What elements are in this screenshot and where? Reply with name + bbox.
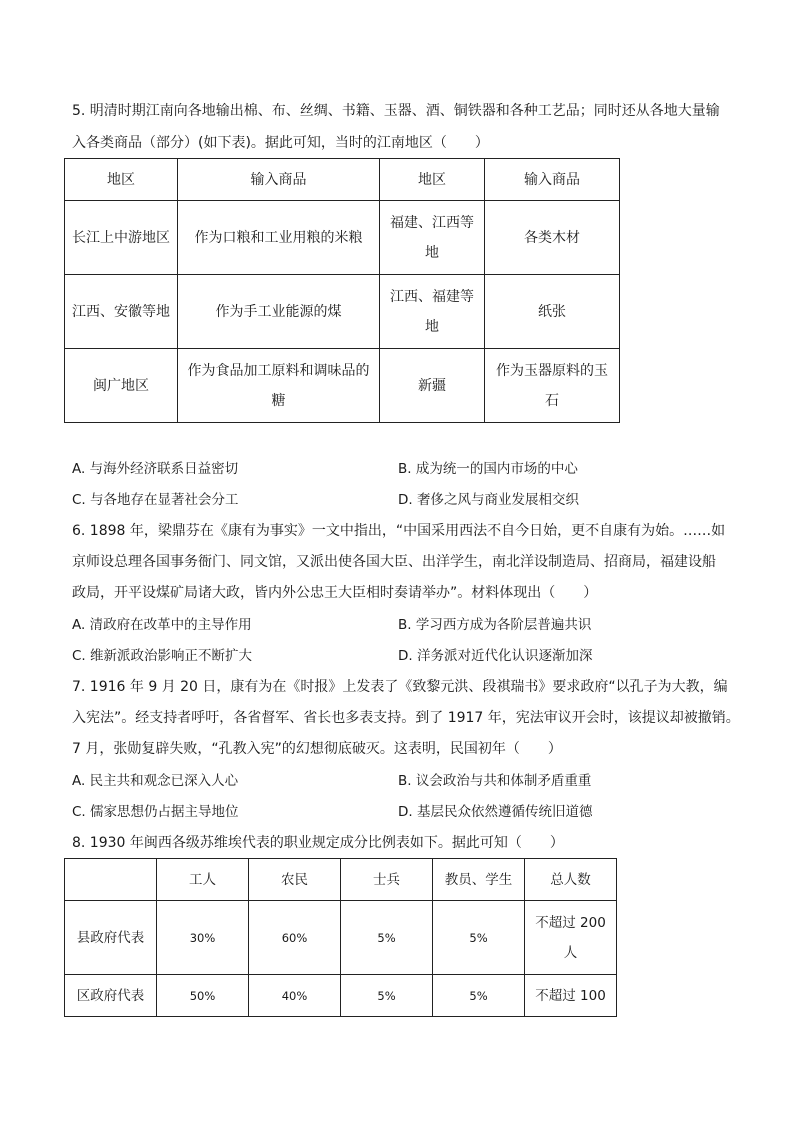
q8-header-peasants: 农民 — [249, 859, 341, 901]
q6-option-a[interactable]: A. 清政府在改革中的主导作用 — [72, 617, 252, 633]
q5-header-region: 地区 — [380, 159, 485, 201]
q5-table — [64, 158, 620, 423]
q8-header-soldiers: 士兵 — [341, 859, 433, 901]
q5-header-goods: 输入商品 — [178, 159, 380, 201]
q5-option-b[interactable]: B. 成为统一的国内市场的中心 — [398, 461, 578, 477]
table-cell: 50% — [157, 975, 249, 1017]
q7-stem-line3: 7 月，张勋复辟失败，“孔教入宪”的幻想彻底破灭。这表明，民国初年（ ） — [72, 741, 562, 757]
q6-option-d[interactable]: D. 洋务派对近代化认识逐渐加深 — [398, 648, 593, 664]
table-cell: 5% — [341, 901, 433, 975]
q7-option-a[interactable]: A. 民主共和观念已深入人心 — [72, 773, 239, 789]
q6-option-c[interactable]: C. 维新派政治影响正不断扩大 — [72, 648, 253, 664]
table-cell: 60% — [249, 901, 341, 975]
q5-option-c[interactable]: C. 与各地存在显著社会分工 — [72, 492, 239, 508]
table-cell: 不超过 200 人 — [525, 901, 617, 975]
q5-header-region: 地区 — [65, 159, 178, 201]
table-cell: 江西、福建等地 — [380, 275, 485, 349]
table-cell: 福建、江西等地 — [380, 201, 485, 275]
q8-header-total: 总人数 — [525, 859, 617, 901]
q8-header-teachers-students: 教员、学生 — [433, 859, 525, 901]
table-cell: 新疆 — [380, 349, 485, 423]
table-cell: 长江上中游地区 — [65, 201, 178, 275]
q6-option-b[interactable]: B. 学习西方成为各阶层普遍共识 — [398, 617, 592, 633]
q5-option-d[interactable]: D. 奢侈之风与商业发展相交织 — [398, 492, 579, 508]
q5-stem-line1: 5. 明清时期江南向各地输出棉、布、丝绸、书籍、玉器、酒、铜铁器和各种工艺品；同时还从各地大量输 — [72, 103, 720, 119]
q5-stem-line2: 入各类商品（部分）(如下表)。据此可知，当时的江南地区（ ） — [72, 135, 489, 151]
q5-option-a[interactable]: A. 与海外经济联系日益密切 — [72, 461, 239, 477]
table-cell: 5% — [433, 975, 525, 1017]
q7-option-b[interactable]: B. 议会政治与共和体制矛盾重重 — [398, 773, 592, 789]
q7-option-d[interactable]: D. 基层民众依然遵循传统旧道德 — [398, 804, 593, 820]
table-cell: 作为玉器原料的玉石 — [485, 349, 620, 423]
q7-stem-line2: 入宪法”。经支持者呼吁，各省督军、省长也多表支持。到了 1917 年，宪法审议开会时，该提议却被撤销。 — [72, 710, 740, 726]
table-cell: 江西、安徽等地 — [65, 275, 178, 349]
q6-stem-line3: 政局，开平设煤矿局诸大政，皆内外公忠王大臣相时奏请举办”。材料体现出（ ） — [72, 585, 598, 601]
table-cell: 闽广地区 — [65, 349, 178, 423]
q8-stem-line1: 8. 1930 年闽西各级苏维埃代表的职业规定成分比例表如下。据此可知（ ） — [72, 835, 564, 851]
q8-table — [64, 858, 617, 1017]
q8-header-workers: 工人 — [157, 859, 249, 901]
q8-header-empty — [65, 859, 157, 901]
table-cell: 作为口粮和工业用粮的米粮 — [178, 201, 380, 275]
table-row-label: 县政府代表 — [65, 901, 157, 975]
table-cell: 各类木材 — [485, 201, 620, 275]
q7-option-c[interactable]: C. 儒家思想仍占据主导地位 — [72, 804, 239, 820]
table-cell: 5% — [341, 975, 433, 1017]
q7-stem-line1: 7. 1916 年 9 月 20 日，康有为在《时报》上发表了《致黎元洪、段祺瑞书》要求政府“以孔子为大教，编 — [72, 679, 728, 695]
table-cell: 40% — [249, 975, 341, 1017]
table-cell: 作为手工业能源的煤 — [178, 275, 380, 349]
table-cell: 作为食品加工原料和调味品的糖 — [178, 349, 380, 423]
table-cell: 30% — [157, 901, 249, 975]
table-row-label: 区政府代表 — [65, 975, 157, 1017]
table-cell: 5% — [433, 901, 525, 975]
q6-stem-line2: 京师设总理各国事务衙门、同文馆，又派出使各国大臣、出洋学生，南北洋设制造局、招商局，福建设船 — [72, 554, 716, 570]
q6-stem-line1: 6. 1898 年，梁鼎芬在《康有为事实》一文中指出，“中国采用西法不自今日始，更不自康有为始。……如 — [72, 523, 726, 539]
table-cell: 纸张 — [485, 275, 620, 349]
table-cell: 不超过 100 — [525, 975, 617, 1017]
q5-header-goods: 输入商品 — [485, 159, 620, 201]
